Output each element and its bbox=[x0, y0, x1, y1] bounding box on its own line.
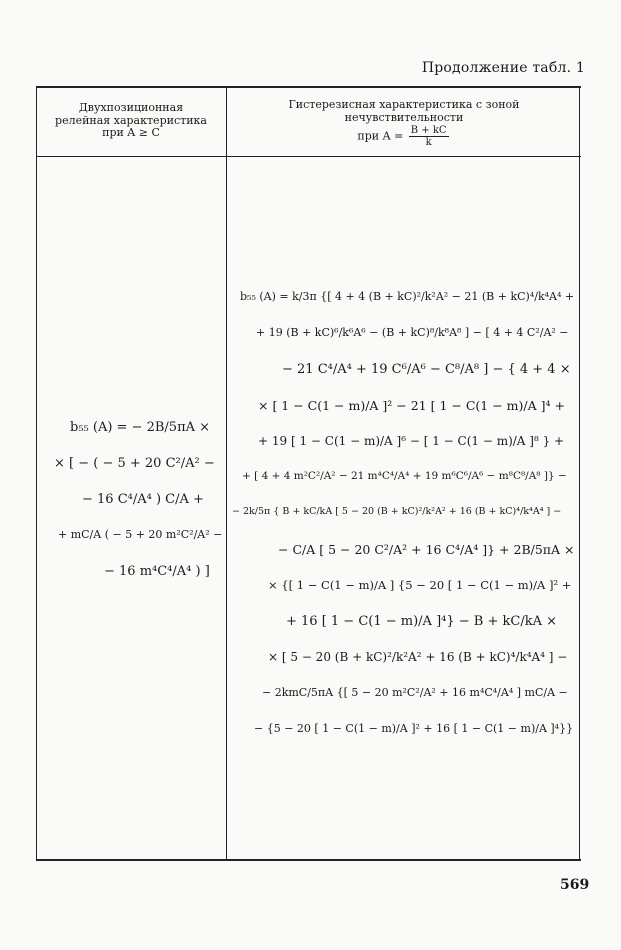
right-formula-line: + 16 [ 1 − C(1 − m)/A ]⁴} − B + kC/kA × bbox=[286, 614, 557, 629]
table-header-rule bbox=[36, 156, 581, 157]
header-left-line1: Двухпозиционная bbox=[78, 101, 184, 114]
right-formula-line: + 19 (B + kC)⁶/k⁶A⁶ − (B + kC)⁸/k⁸A⁸ ] − [ 4 + 4 C²/A² − bbox=[256, 326, 569, 339]
header-right-fraction-den: k bbox=[425, 137, 432, 148]
table-continuation-caption: Продолжение табл. 1 bbox=[421, 60, 585, 76]
header-right-line1: Гистерезисная характеристика с зоной нечувствительности bbox=[288, 98, 520, 124]
table-right-border bbox=[579, 86, 580, 861]
header-left-line3: при A ≥ C bbox=[102, 126, 160, 139]
right-formula-line: b₅₅ (A) = k/3π {[ 4 + 4 (B + kC)²/k²A² − 21 (B + kC)⁴/k⁴A⁴ + bbox=[240, 290, 575, 303]
header-right-fraction-num: B + kC bbox=[410, 125, 447, 136]
right-formula-line: − 2k/5π { B + kC/kA [ 5 − 20 (B + kC)²/k²A² + 16 (B + kC)⁴/k⁴A⁴ ] − bbox=[232, 506, 562, 517]
right-formula-line: − 21 C⁴/A⁴ + 19 C⁶/A⁶ − C⁸/A⁸ ] − { 4 + 4 × bbox=[282, 362, 571, 377]
right-formula-line: − C/A [ 5 − 20 C²/A² + 16 C⁴/A⁴ ]} + 2B/5πA × bbox=[278, 542, 575, 557]
left-formula-line: b₅₅ (A) = − 2B/5πA × bbox=[70, 420, 211, 435]
right-formula-line: − 2kmC/5πA {[ 5 − 20 m²C²/A² + 16 m⁴C⁴/A⁴ ] mC/A − bbox=[262, 686, 568, 699]
right-formula-line: × [ 1 − C(1 − m)/A ]² − 21 [ 1 − C(1 − m)/A ]⁴ + bbox=[258, 398, 565, 413]
table-left-border bbox=[36, 86, 37, 861]
header-right-fraction bbox=[409, 125, 449, 148]
right-formula-line: + 19 [ 1 − C(1 − m)/A ]⁶ − [ 1 − C(1 − m)/A ]⁸ } + bbox=[258, 434, 565, 448]
right-formula-line: × {[ 1 − C(1 − m)/A ] {5 − 20 [ 1 − C(1 − m)/A ]² + bbox=[268, 578, 572, 592]
left-formula bbox=[44, 420, 224, 600]
header-right-condition bbox=[232, 125, 576, 148]
header-right-cell bbox=[232, 99, 576, 148]
right-formula-line: × [ 5 − 20 (B + kC)²/k²A² + 16 (B + kC)⁴/k⁴A⁴ ] − bbox=[268, 650, 568, 664]
table-column-divider bbox=[226, 86, 227, 861]
page-number: 569 bbox=[560, 877, 590, 893]
table-bottom-rule bbox=[36, 859, 581, 861]
header-left-cell bbox=[40, 102, 222, 140]
header-right-prefix: при A = bbox=[357, 129, 404, 143]
left-formula-line: + mC/A ( − 5 + 20 m²C²/A² − bbox=[58, 528, 223, 541]
left-formula-line: × [ − ( − 5 + 20 C²/A² − bbox=[54, 456, 215, 471]
left-formula-line: − 16 m⁴C⁴/A⁴ ) ] bbox=[104, 564, 210, 579]
right-formula-line: + [ 4 + 4 m²C²/A² − 21 m⁴C⁴/A⁴ + 19 m⁶C⁶/A⁶ − m⁸C⁸/A⁸ ]} − bbox=[242, 470, 567, 482]
right-formula-line: − {5 − 20 [ 1 − C(1 − m)/A ]² + 16 [ 1 − C(1 − m)/A ]⁴}} bbox=[254, 722, 574, 735]
right-formula bbox=[232, 290, 578, 740]
left-formula-line: − 16 C⁴/A⁴ ) C/A + bbox=[82, 492, 204, 507]
table-top-rule bbox=[36, 86, 581, 88]
header-left-line2: релейная характеристика bbox=[55, 113, 207, 127]
